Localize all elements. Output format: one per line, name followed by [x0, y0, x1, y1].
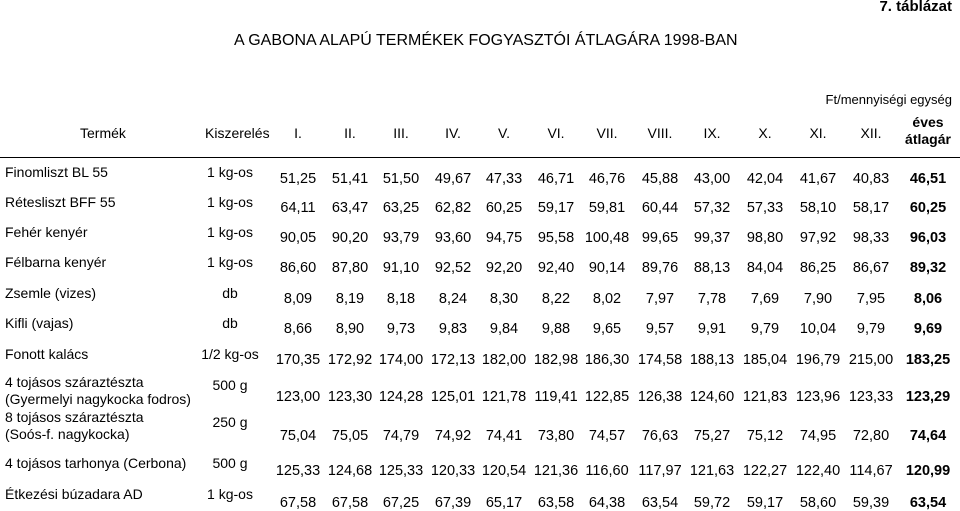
row-value-month-7: 74,57: [588, 428, 626, 444]
row-value-month-11: 86,25: [799, 260, 837, 276]
header-packaging: Kiszerelés: [205, 125, 270, 141]
row-product-name: [5, 486, 143, 503]
row-value-month-5: 92,20: [485, 260, 523, 276]
row-value-month-1: 90,05: [279, 230, 317, 246]
row-packaging: db: [222, 315, 238, 331]
row-value-month-5: 60,25: [485, 200, 523, 216]
row-value-month-6: 182,98: [533, 352, 579, 368]
row-value-month-4: 125,01: [430, 389, 476, 405]
row-value-month-5: 94,75: [485, 230, 523, 246]
row-value-month-8: 76,63: [641, 428, 679, 444]
row-packaging: 1 kg-os: [207, 224, 253, 240]
row-value-month-3: 63,25: [382, 200, 420, 216]
row-value-month-12: 123,33: [848, 389, 894, 405]
row-value-month-4: 172,13: [430, 352, 476, 368]
row-value-month-1: 8,09: [283, 291, 313, 307]
row-value-month-8: 126,38: [637, 389, 683, 405]
row-value-month-9: 75,27: [693, 428, 731, 444]
row-packaging: 1/2 kg-os: [201, 346, 259, 362]
row-value-month-4: 8,24: [438, 291, 468, 307]
header-annual-line2: átlagár: [905, 131, 951, 147]
row-value-month-1: 64,11: [280, 200, 316, 216]
row-value-month-10: 57,33: [746, 200, 784, 216]
row-value-month-3: 91,10: [382, 260, 420, 276]
row-value-month-9: 124,60: [689, 389, 735, 405]
row-value-month-5: 65,17: [485, 495, 523, 511]
row-value-month-10: 98,80: [746, 230, 784, 246]
row-value-month-6: 9,88: [541, 321, 571, 337]
row-annual-average: 8,06: [913, 291, 943, 307]
row-annual-average: 183,25: [905, 352, 951, 368]
row-value-month-4: 120,33: [430, 463, 476, 479]
row-value-month-12: 72,80: [852, 428, 890, 444]
row-value-month-2: 8,19: [335, 291, 365, 307]
row-value-month-3: 9,73: [386, 321, 416, 337]
row-value-month-8: 45,88: [641, 171, 679, 187]
row-product-name-line: (Gyermelyi nagykocka fodros): [5, 391, 191, 407]
row-value-month-11: 196,79: [795, 352, 841, 368]
row-value-month-12: 114,67: [849, 463, 893, 479]
header-month-6: VI.: [547, 125, 565, 141]
header-month-10: X.: [758, 125, 772, 141]
header-month-11: XI.: [809, 125, 827, 141]
row-value-month-11: 122,40: [795, 463, 841, 479]
row-value-month-12: 58,17: [852, 200, 890, 216]
row-value-month-2: 51,41: [331, 171, 369, 187]
row-value-month-10: 9,79: [750, 321, 780, 337]
row-product-name-line: 4 tojásos tarhonya (Cerbona): [5, 455, 187, 471]
row-value-month-8: 117,97: [638, 463, 682, 479]
header-month-5: V.: [498, 125, 510, 141]
row-value-month-9: 88,13: [693, 260, 731, 276]
row-value-month-6: 73,80: [537, 428, 575, 444]
row-value-month-11: 97,92: [799, 230, 837, 246]
row-product-name-line: 8 tojásos száraztészta: [5, 409, 144, 425]
row-product-name-line: Fonott kalács: [5, 346, 89, 362]
row-value-month-11: 10,04: [799, 321, 837, 337]
row-packaging: 1 kg-os: [207, 486, 253, 502]
row-value-month-12: 9,79: [856, 321, 886, 337]
row-annual-average: 120,99: [905, 463, 951, 479]
header-month-8: VIII.: [647, 125, 673, 141]
row-packaging: 1 kg-os: [207, 254, 253, 270]
row-product-name-line: Félbarna kenyér: [5, 254, 107, 270]
row-value-month-10: 7,69: [750, 291, 780, 307]
row-value-month-12: 86,67: [852, 260, 890, 276]
row-value-month-7: 9,65: [592, 321, 622, 337]
row-value-month-8: 7,97: [645, 291, 675, 307]
row-value-month-12: 215,00: [848, 352, 894, 368]
table-row: [0, 158, 960, 511]
row-value-month-5: 121,78: [481, 389, 527, 405]
row-value-month-3: 67,25: [382, 495, 420, 511]
row-value-month-11: 58,60: [799, 495, 837, 511]
row-value-month-3: 93,79: [382, 230, 420, 246]
row-value-month-5: 120,54: [481, 463, 527, 479]
row-product-name-line: Rétesliszt BFF 55: [5, 194, 116, 210]
row-value-month-4: 92,52: [434, 260, 472, 276]
row-value-month-5: 47,33: [485, 171, 523, 187]
header-months: [0, 125, 960, 145]
row-value-month-9: 188,13: [689, 352, 735, 368]
row-value-month-2: 87,80: [331, 260, 369, 276]
header-month-1: I.: [294, 125, 302, 141]
table-title: A GABONA ALAPÚ TERMÉKEK FOGYASZTÓI ÁTLAGÁRA 1998-BAN: [234, 32, 738, 49]
row-value-month-6: 8,22: [541, 291, 571, 307]
row-product-name-line: Étkezési búzadara AD: [5, 486, 143, 502]
row-value-month-9: 59,72: [693, 495, 731, 511]
header-month-2: II.: [344, 125, 356, 141]
row-packaging: 1 kg-os: [207, 194, 253, 210]
row-annual-average: 60,25: [909, 200, 947, 216]
row-value-month-9: 57,32: [693, 200, 731, 216]
row-value-month-3: 51,50: [382, 171, 420, 187]
row-value-month-9: 43,00: [693, 171, 731, 187]
row-value-month-12: 98,33: [852, 230, 890, 246]
row-value-month-3: 125,33: [378, 463, 424, 479]
row-value-month-11: 58,10: [799, 200, 837, 216]
row-annual-average: 46,51: [909, 171, 947, 187]
row-value-month-1: 51,25: [279, 171, 317, 187]
row-value-month-4: 74,92: [434, 428, 472, 444]
row-value-month-5: 182,00: [481, 352, 527, 368]
row-packaging: db: [222, 285, 238, 301]
row-value-month-7: 90,14: [588, 260, 626, 276]
header-month-9: IX.: [703, 125, 721, 141]
row-value-month-10: 84,04: [746, 260, 784, 276]
row-value-month-2: 67,58: [331, 495, 369, 511]
row-product-name-line: Kifli (vajas): [5, 315, 74, 331]
row-value-month-8: 60,44: [641, 200, 679, 216]
header-row: [0, 112, 960, 157]
row-value-month-3: 124,28: [378, 389, 424, 405]
row-value-month-8: 63,54: [641, 495, 679, 511]
row-value-month-6: 63,58: [537, 495, 575, 511]
row-value-month-3: 74,79: [382, 428, 420, 444]
row-annual-average: 9,69: [913, 321, 943, 337]
row-value-month-11: 74,95: [799, 428, 837, 444]
row-value-month-11: 41,67: [799, 171, 837, 187]
row-value-month-6: 119,41: [534, 389, 578, 405]
row-value-month-8: 174,58: [637, 352, 683, 368]
header-month-3: III.: [393, 125, 409, 141]
row-value-month-6: 92,40: [537, 260, 575, 276]
row-product-name-line: Zsemle (vizes): [5, 285, 97, 301]
unit-note: Ft/mennyiségi egység: [825, 92, 952, 107]
data-table: [0, 158, 960, 511]
row-value-month-8: 9,57: [645, 321, 675, 337]
row-value-month-4: 93,60: [434, 230, 472, 246]
row-value-month-12: 7,95: [856, 291, 886, 307]
row-value-month-4: 62,82: [434, 200, 472, 216]
row-value-month-2: 123,30: [327, 389, 373, 405]
row-value-month-7: 64,38: [588, 495, 626, 511]
row-value-month-4: 67,39: [434, 495, 472, 511]
header-product: Termék: [80, 125, 126, 141]
header-month-7: VII.: [596, 125, 618, 141]
row-value-month-3: 8,18: [386, 291, 416, 307]
row-annual-average: 74,64: [909, 428, 947, 444]
row-value-month-2: 124,68: [327, 463, 373, 479]
row-value-month-6: 59,17: [537, 200, 575, 216]
row-value-month-2: 75,05: [331, 428, 369, 444]
row-value-month-5: 74,41: [485, 428, 523, 444]
row-value-month-9: 99,37: [693, 230, 731, 246]
row-packaging: 500 g: [212, 377, 248, 393]
row-value-month-2: 172,92: [327, 352, 373, 368]
row-value-month-1: 123,00: [275, 389, 321, 405]
row-value-month-4: 49,67: [434, 171, 472, 187]
row-value-month-7: 8,02: [592, 291, 622, 307]
row-value-month-4: 9,83: [438, 321, 468, 337]
row-value-month-12: 40,83: [852, 171, 890, 187]
row-value-month-10: 59,17: [746, 495, 784, 511]
row-value-month-10: 122,27: [742, 463, 788, 479]
header-annual-line1: éves: [912, 114, 944, 130]
row-value-month-1: 170,35: [275, 352, 321, 368]
header-annual: [900, 114, 956, 148]
row-value-month-7: 116,60: [585, 463, 629, 479]
row-value-month-2: 90,20: [331, 230, 369, 246]
row-value-month-2: 63,47: [331, 200, 369, 216]
row-value-month-10: 185,04: [742, 352, 788, 368]
row-value-month-11: 7,90: [803, 291, 833, 307]
row-annual-average: 63,54: [909, 495, 947, 511]
row-value-month-7: 59,81: [588, 200, 626, 216]
row-value-month-10: 121,83: [742, 389, 788, 405]
row-value-month-6: 46,71: [537, 171, 575, 187]
row-value-month-9: 9,91: [697, 321, 727, 337]
row-packaging: 500 g: [212, 455, 248, 471]
row-annual-average: 96,03: [909, 230, 947, 246]
row-packaging: 1 kg-os: [207, 164, 253, 180]
row-value-month-7: 100,48: [584, 230, 630, 246]
row-value-month-7: 46,76: [588, 171, 626, 187]
row-value-month-1: 86,60: [279, 260, 317, 276]
table-number: 7. táblázat: [879, 0, 952, 15]
row-value-month-3: 174,00: [378, 352, 424, 368]
row-product-name-line: Finomliszt BL 55: [5, 164, 108, 180]
row-annual-average: 89,32: [909, 260, 947, 276]
row-packaging: 250 g: [212, 414, 248, 430]
row-annual-average: 123,29: [905, 389, 951, 405]
row-value-month-2: 8,90: [335, 321, 365, 337]
row-product-name-line: Fehér kenyér: [5, 224, 88, 240]
row-value-month-1: 75,04: [279, 428, 317, 444]
row-value-month-1: 8,66: [283, 321, 313, 337]
row-value-month-11: 123,96: [795, 389, 841, 405]
row-value-month-8: 99,65: [641, 230, 679, 246]
header-month-4: IV.: [445, 125, 461, 141]
row-value-month-9: 7,78: [697, 291, 727, 307]
row-value-month-6: 95,58: [537, 230, 575, 246]
header-month-12: XII.: [860, 125, 882, 141]
row-value-month-10: 42,04: [746, 171, 784, 187]
row-product-name-line: 4 tojásos száraztészta: [5, 374, 144, 390]
row-value-month-1: 67,58: [279, 495, 317, 511]
row-value-month-1: 125,33: [275, 463, 321, 479]
row-value-month-6: 121,36: [533, 463, 579, 479]
row-value-month-12: 59,39: [852, 495, 890, 511]
row-value-month-7: 122,85: [584, 389, 630, 405]
row-value-month-10: 75,12: [746, 428, 784, 444]
row-value-month-5: 9,84: [489, 321, 519, 337]
row-value-month-9: 121,63: [689, 463, 735, 479]
row-value-month-8: 89,76: [641, 260, 679, 276]
row-value-month-7: 186,30: [584, 352, 630, 368]
row-product-name-line: (Soós-f. nagykocka): [5, 426, 130, 442]
row-value-month-5: 8,30: [489, 291, 519, 307]
